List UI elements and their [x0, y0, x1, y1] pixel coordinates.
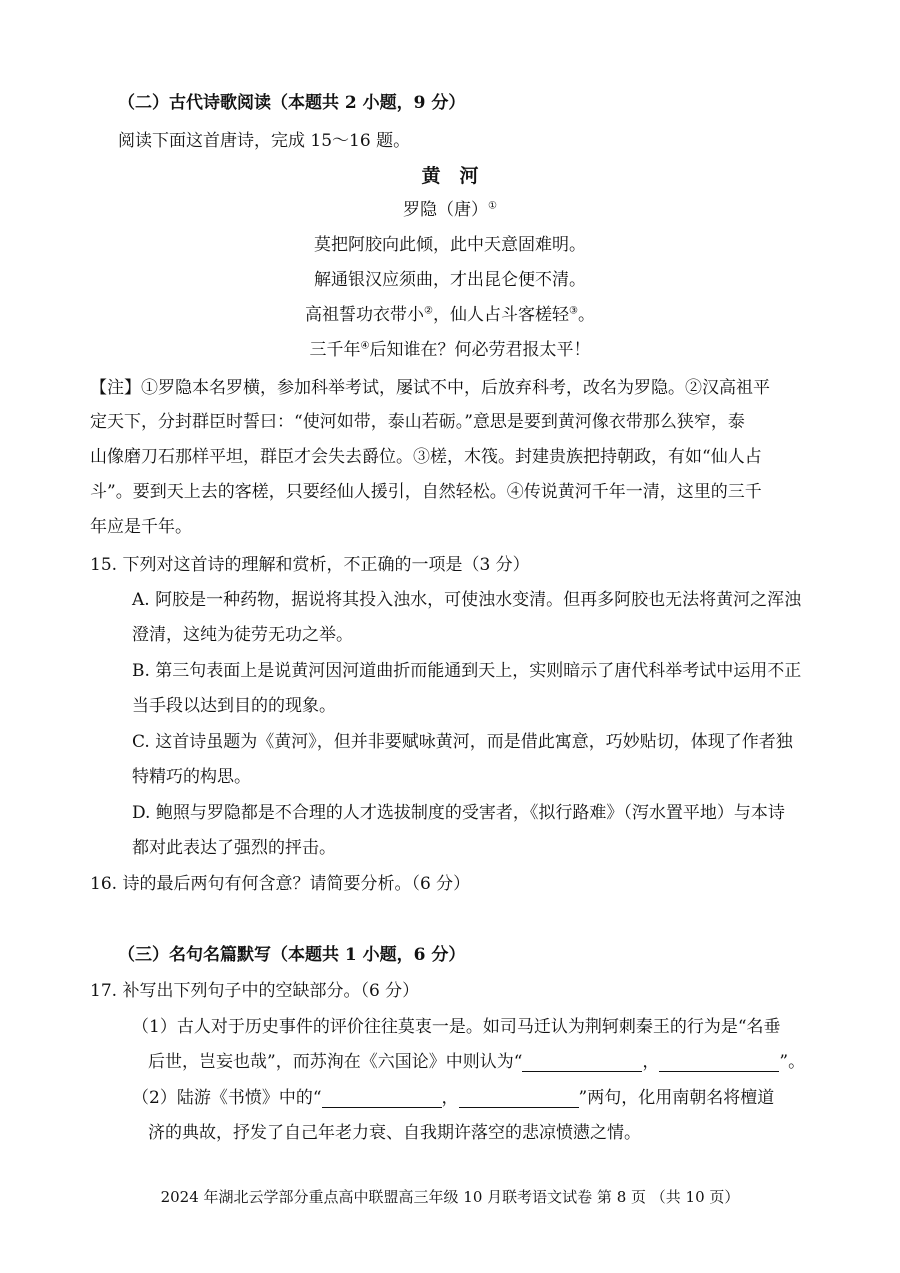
- fill-item-2-cont: 济的典故，抒发了自己年老力衰、自我期许落空的悲凉愤懑之情。: [148, 1123, 641, 1143]
- option-a: A. 阿胶是一种药物，据说将其投入浊水，可使浊水变清。但再多阿胶也无法将黄河之浑浊: [132, 590, 802, 610]
- option-b: B. 第三句表面上是说黄河因河道曲折而能通到天上，实则暗示了唐代科举考试中运用不正: [132, 661, 802, 681]
- page-footer: 2024 年湖北云学部分重点高中联盟高三年级 10 月联考语文试卷 第 8 页 （共 10 页）: [160, 1188, 740, 1206]
- footnote-marker: ③: [569, 305, 578, 317]
- fill-item-1: （1）古人对于历史事件的评价往往莫衷一是。如司马迁认为荆轲刺秦王的行为是“名垂: [132, 1017, 781, 1037]
- option-d-cont: 都对此表达了强烈的抨击。: [132, 838, 336, 858]
- instruction: 阅读下面这首唐诗，完成 15～16 题。: [118, 131, 411, 151]
- section-heading: （二）古代诗歌阅读（本题共 2 小题，9 分）: [118, 93, 466, 113]
- answer-blank[interactable]: [322, 1091, 442, 1108]
- note-line: 斗”。要到天上去的客槎，只要经仙人援引，自然轻松。④传说黄河千年一清，这里的三千: [90, 482, 762, 502]
- option-b-cont: 当手段以达到目的的现象。: [132, 696, 336, 716]
- question-stem: 15. 下列对这首诗的理解和赏析，不正确的一项是（3 分）: [90, 555, 530, 575]
- poem-line: 解通银汉应须曲，才出昆仑便不清。: [314, 270, 586, 290]
- poem-title: 黄 河: [421, 165, 479, 187]
- answer-blank[interactable]: [659, 1055, 779, 1072]
- option-c: C. 这首诗虽题为《黄河》，但并非要赋咏黄河，而是借此寓意，巧妙贴切，体现了作者独: [132, 732, 793, 752]
- footnote-marker: ①: [488, 200, 497, 212]
- option-a-cont: 澄清，这纯为徒劳无功之举。: [132, 625, 353, 645]
- answer-blank[interactable]: [459, 1091, 579, 1108]
- question-stem: 16. 诗的最后两句有何含意？请简要分析。（6 分）: [90, 874, 471, 894]
- note-line: 【注】①罗隐本名罗横，参加科举考试，屡试不中，后放弃科考，改名为罗隐。②汉高祖平: [90, 378, 770, 398]
- note-line: 年应是千年。: [90, 517, 192, 537]
- option-d: D. 鲍照与罗隐都是不合理的人才选拔制度的受害者，《拟行路难》（泻水置平地）与本诗: [132, 803, 785, 823]
- poem-line: 莫把阿胶向此倾，此中天意固难明。: [314, 235, 586, 255]
- note-line: 定天下，分封群臣时誓曰：“使河如带，泰山若砺。”意思是要到黄河像衣带那么狭窄，泰: [90, 412, 745, 432]
- section-heading: （三）名句名篇默写（本题共 1 小题，6 分）: [118, 945, 466, 965]
- footnote-marker: ②: [424, 305, 433, 317]
- answer-blank[interactable]: [522, 1055, 642, 1072]
- fill-item-1-cont: 后世，岂妄也哉”，而苏洵在《六国论》中则认为“ ， ”。: [148, 1052, 806, 1072]
- question-stem: 17. 补写出下列句子中的空缺部分。（6 分）: [90, 981, 420, 1001]
- poem-line: 三千年④后知谁在？何必劳君报太平！: [309, 340, 591, 360]
- poem-line: 高祖誓功衣带小②，仙人占斗客槎轻③。: [305, 305, 595, 325]
- poem-author: 罗隐（唐）①: [403, 200, 497, 220]
- note-line: 山像磨刀石那样平坦，群臣才会失去爵位。③槎，木筏。封建贵族把持朝政，有如“仙人占: [90, 447, 762, 467]
- option-c-cont: 特精巧的构思。: [132, 767, 251, 787]
- footnote-marker: ④: [360, 340, 370, 352]
- fill-item-2: （2）陆游《书愤》中的“ ， ”两句，化用南朝名将檀道: [132, 1088, 775, 1108]
